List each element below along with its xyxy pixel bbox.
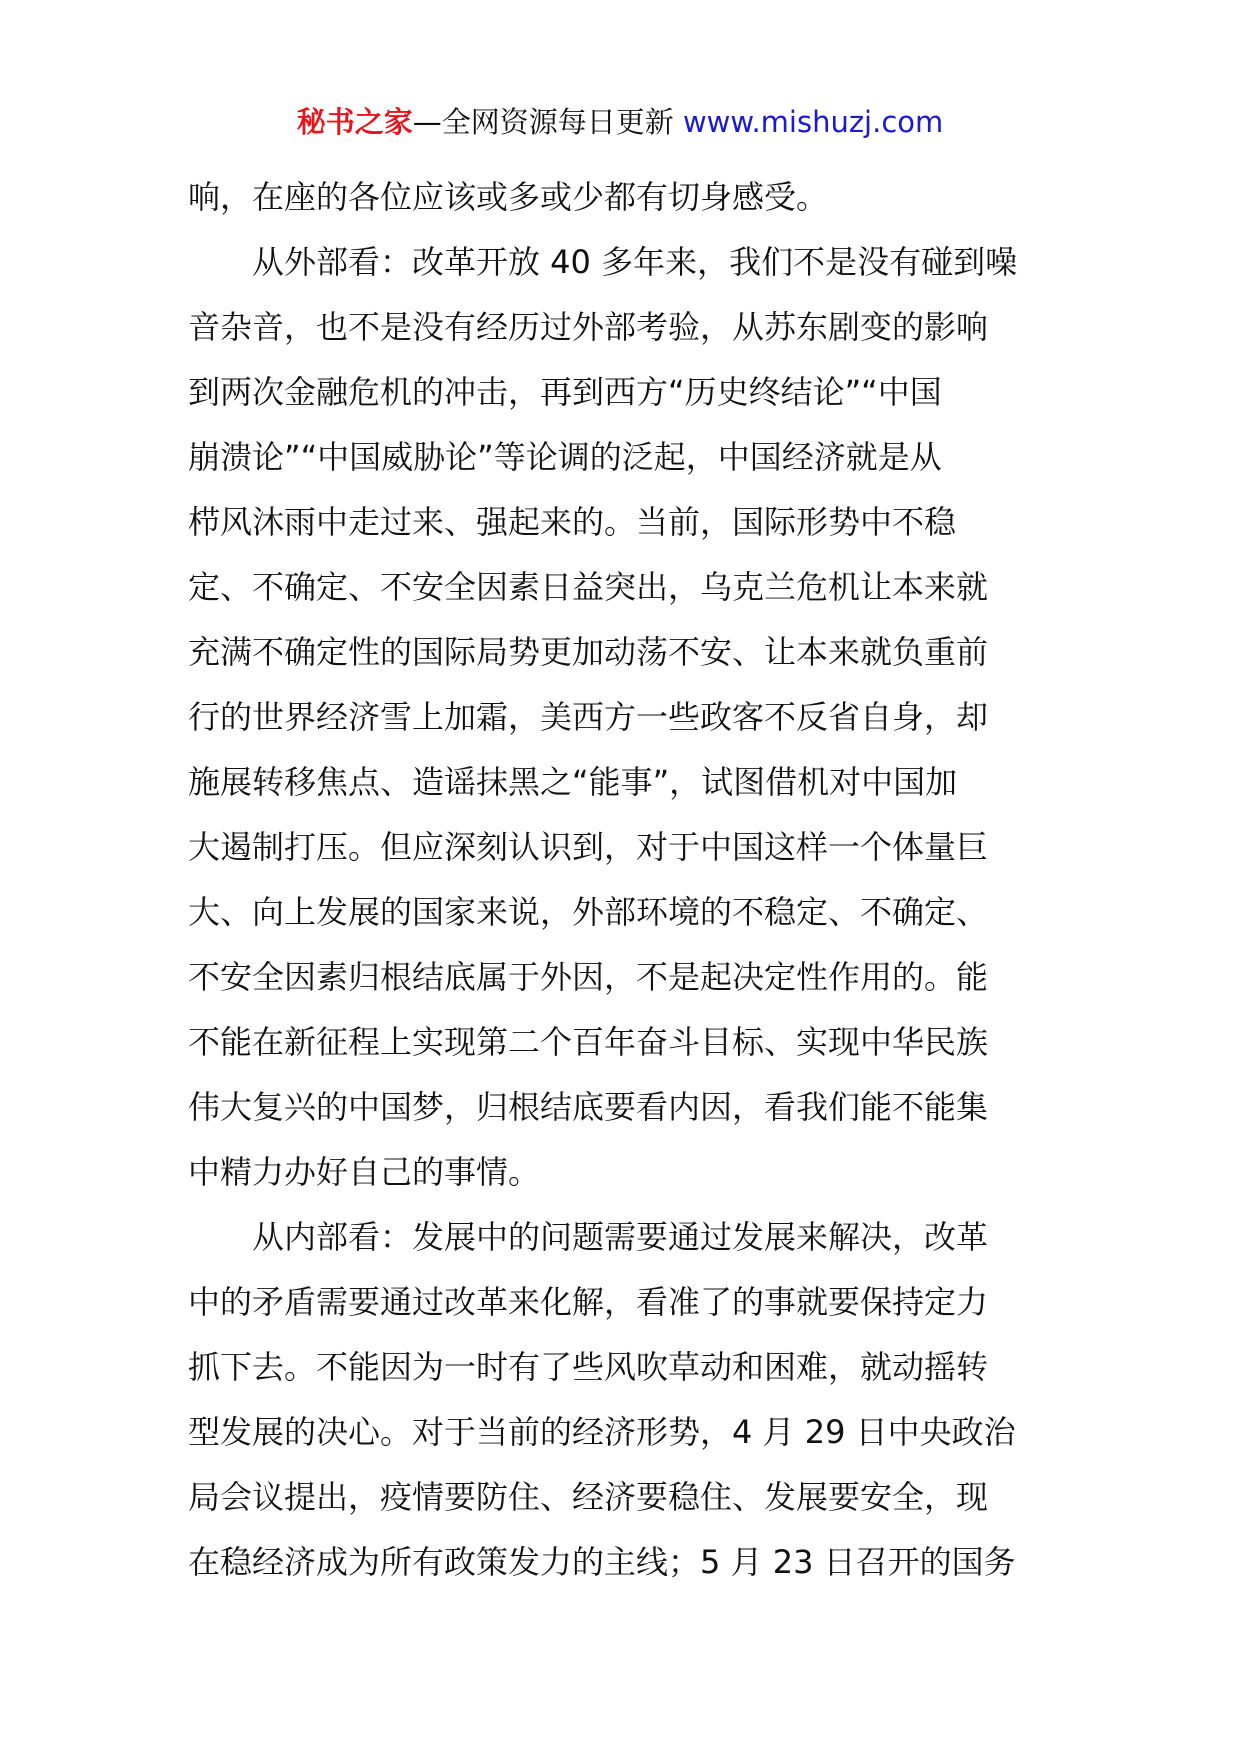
brand-name: 秘书之家 bbox=[296, 105, 413, 139]
text-line: 从内部看：发展中的问题需要通过发展来解决，改革 bbox=[252, 1218, 989, 1256]
text-line: 施展转移焦点、造谣抹黑之“能事”，试图借机对中国加 bbox=[188, 763, 958, 801]
page-header bbox=[0, 100, 1240, 144]
website-link[interactable]: www.mishuzj.com bbox=[682, 105, 944, 139]
text-line: 局会议提出，疫情要防住、经济要稳住、发展要安全，现 bbox=[188, 1478, 989, 1516]
text-line: 大、向上发展的国家来说，外部环境的不稳定、不确定、 bbox=[188, 893, 989, 931]
text-line: 从外部看：改革开放 40 多年来，我们不是没有碰到噪 bbox=[252, 243, 1018, 281]
text-line: 不安全因素归根结底属于外因，不是起决定性作用的。能 bbox=[188, 958, 989, 996]
text-line: 定、不确定、不安全因素日益突出，乌克兰危机让本来就 bbox=[188, 568, 989, 606]
text-line: 充满不确定性的国际局势更加动荡不安、让本来就负重前 bbox=[188, 633, 989, 671]
text-line: 型发展的决心。对于当前的经济形势，4 月 29 日中央政治 bbox=[188, 1413, 1016, 1451]
text-line: 栉风沐雨中走过来、强起来的。当前，国际形势中不稳 bbox=[188, 503, 957, 541]
text-line: 中的矛盾需要通过改革来化解，看准了的事就要保持定力 bbox=[188, 1283, 989, 1321]
document-body bbox=[188, 165, 1060, 1595]
text-line: 行的世界经济雪上加霜，美西方一些政客不反省自身，却 bbox=[188, 698, 989, 736]
text-line: 崩溃论”“中国威胁论”等论调的泛起，中国经济就是从 bbox=[188, 438, 942, 476]
text-line: 在稳经济成为所有政策发力的主线；5 月 23 日召开的国务 bbox=[188, 1543, 1016, 1581]
header-slogan: —全网资源每日更新 bbox=[412, 105, 674, 139]
text-line: 中精力办好自己的事情。 bbox=[188, 1153, 541, 1191]
text-line: 抓下去。不能因为一时有了些风吹草动和困难，就动摇转 bbox=[188, 1348, 989, 1386]
text-line: 不能在新征程上实现第二个百年奋斗目标、实现中华民族 bbox=[188, 1023, 989, 1061]
text-line: 伟大复兴的中国梦，归根结底要看内因，看我们能不能集 bbox=[188, 1088, 989, 1126]
text-line: 到两次金融危机的冲击，再到西方“历史终结论”“中国 bbox=[188, 373, 942, 411]
text-line: 大遏制打压。但应深刻认识到，对于中国这样一个体量巨 bbox=[188, 828, 989, 866]
text-line: 响，在座的各位应该或多或少都有切身感受。 bbox=[188, 178, 829, 216]
text-line: 音杂音，也不是没有经历过外部考验，从苏东剧变的影响 bbox=[188, 308, 989, 346]
